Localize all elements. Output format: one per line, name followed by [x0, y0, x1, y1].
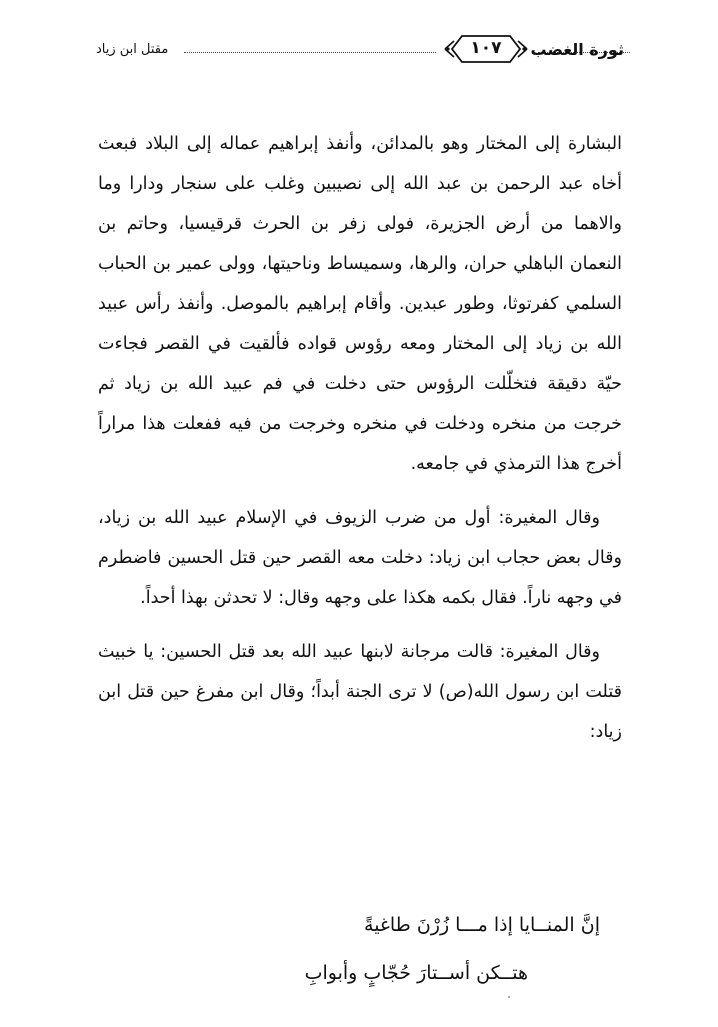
print-speck [508, 996, 510, 998]
body-text [98, 124, 622, 752]
paragraph-1: البشارة إلى المختار وهو بالمدائن، وأنفذ إبراهيم عماله إلى البلاد فبعث أخاه عبد الرحمن بن عبد الله إلى نصيبين وغلب على سنجار ودارا وما والاهما من أرض الجزيرة، فولى زفر بن الحرث قرقيسيا، وحاتم بن النعمان الباهلي حران، والرها، وسميساط وناحيتها، وولى عمير بن الحباب السلمي كفرتوثا، وطور عبدين. وأقام إبراهيم بالموصل. وأنفذ رأس عبيد الله بن زياد إلى المختار ومعه رؤوس قواده فألقيت في القصر فجاءت حيّة دقيقة فتخلّلت الرؤوس حتى دخلت في فم عبيد الله بن زياد ثم خرجت من منخره ودخلت في منخره وخرجت من فيه ففعلت هذا مراراً أخرج هذا الترمذي في جامعه. [98, 134, 622, 474]
book-title: ثورة الغضب [530, 40, 624, 59]
chapter-title: مقتل ابن زياد [96, 42, 169, 57]
page-number-ornament [442, 32, 530, 66]
running-header [96, 30, 624, 70]
paragraph-2: وقال المغيرة: أول من ضرب الزيوف في الإسلام عبيد الله بن زياد، وقال بعض حجاب ابن زياد: دخلت معه القصر حين قتل الحسين فاضطرم في وجهه ناراً. فقال بكمه هكذا على وجهه وقال: لا تحدثن بهذا أحداً. [98, 508, 622, 608]
verse-line-2: هتــكن أســتارَ حُجّابٍ وأبوابِ [304, 962, 528, 984]
page-number: ١٠٧ [470, 38, 502, 58]
paragraph-3: وقال المغيرة: قالت مرجانة لابنها عبيد الله بعد قتل الحسين: يا خبيث قتلت ابن رسول الله(ص) لا ترى الجنة أبداً؛ وقال ابن مفرغ حين قتل ابن زياد: [98, 642, 622, 742]
verse-line-1: إنَّ المنــايا إذا مـــا زُرْنَ طاغيةً [364, 914, 600, 936]
header-dotted-rule-left [184, 52, 436, 53]
